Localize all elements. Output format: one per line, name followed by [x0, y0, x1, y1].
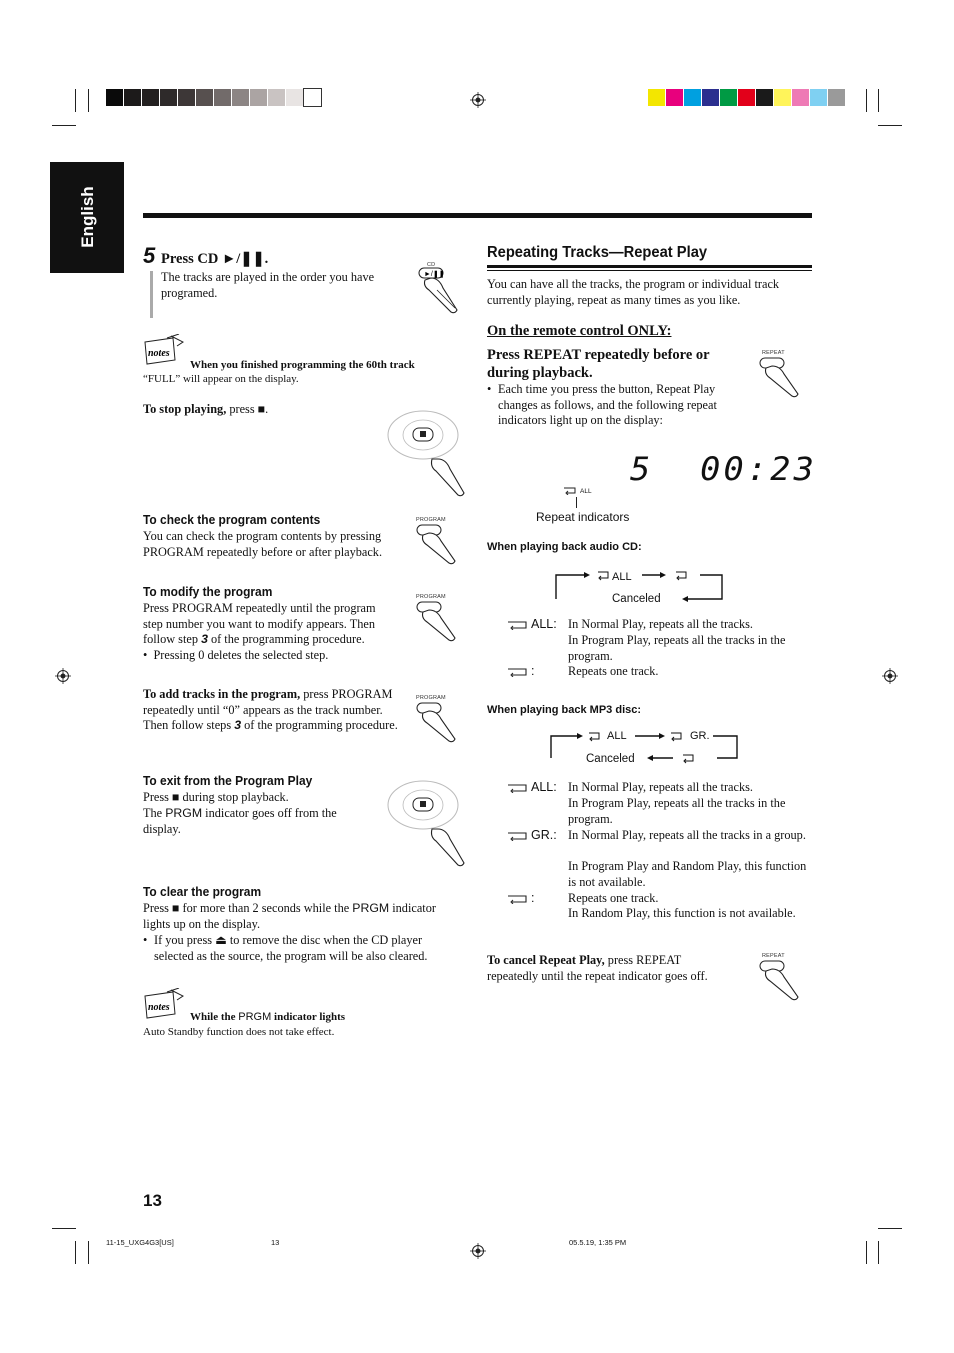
mp3-flow-diagram	[545, 728, 745, 768]
mp3-one-desc-1: Repeats one track.	[568, 891, 659, 905]
repeat-indicators-caption: Repeat indicators	[536, 510, 630, 524]
modify-program-heading: To modify the program	[143, 584, 273, 599]
notes1-body: “FULL” will appear on the display.	[143, 373, 299, 385]
clear-program-body: Press ■ for more than 2 seconds while the PRGM indicator lights up on the display.	[143, 901, 436, 931]
finger-press-icon	[415, 262, 465, 317]
notes2-body: Auto Standby function does not take effect.	[143, 1026, 335, 1038]
footer-page: 13	[271, 1238, 280, 1247]
color-swatch	[792, 89, 809, 106]
exit-program-line2: The PRGM indicator goes off from the display.	[143, 806, 337, 836]
cd-all-desc-1: In Normal Play, repeats all the tracks.	[568, 617, 753, 631]
finger-press-icon	[415, 695, 463, 747]
finger-press-icon	[415, 517, 463, 567]
gray-swatch	[196, 89, 213, 106]
stop-button-illustration	[386, 775, 476, 875]
color-swatch	[720, 89, 737, 106]
repeat-one-icon	[506, 894, 528, 904]
stop-button-illustration	[386, 405, 476, 505]
repeat-label: REPEAT	[762, 350, 785, 356]
color-swatch	[810, 89, 827, 106]
modify-program-bullet: • Pressing 0 deletes the selected step.	[143, 648, 329, 662]
exit-program-line1: Press ■ during stop playback.	[143, 790, 289, 804]
svg-text:notes: notes	[148, 1002, 170, 1013]
audio-cd-heading: When playing back audio CD:	[487, 541, 642, 553]
cancel-repeat-text: To cancel Repeat Play, press REPEAT repeatedly until the repeat indicator goes off.	[487, 953, 708, 983]
modify-program-body: Press PROGRAM repeatedly until the program step number you want to modify appears. Then follow step 3 of the programming procedure.	[143, 601, 376, 647]
program-label: PROGRAM	[416, 594, 446, 600]
clear-program-heading: To clear the program	[143, 884, 262, 899]
footer-file: 11-15_UXG4G3[US]	[106, 1238, 174, 1247]
color-swatch	[702, 89, 719, 106]
gray-swatch	[214, 89, 231, 106]
gray-swatch	[268, 89, 285, 106]
notes2-heading: While the PRGM indicator lights	[190, 1011, 346, 1023]
gray-swatch	[106, 89, 123, 106]
mp3-gr-desc-2: In Program Play and Random Play, this function is not available.	[568, 859, 807, 889]
repeat-icon	[563, 487, 577, 495]
finger-press-icon	[758, 953, 806, 1005]
display-digits: 5 00:23	[630, 450, 818, 488]
section-heading-rule	[487, 265, 812, 268]
press-repeat-instruction: Press REPEAT repeatedly before or during playback.	[487, 347, 710, 381]
language-tab-label: English	[78, 186, 97, 248]
program-label: PROGRAM	[416, 695, 446, 701]
check-program-body: You can check the program contents by pressing PROGRAM repeatedly before or after playback.	[143, 529, 383, 559]
gray-swatch	[142, 89, 159, 106]
gray-swatch	[232, 89, 249, 106]
repeat-button-illustration	[758, 953, 806, 1005]
stop-instruction: To stop playing, press ■.	[143, 402, 269, 416]
color-swatch	[738, 89, 755, 106]
exit-program-heading: To exit from the Program Play	[143, 773, 313, 788]
remote-only-heading: On the remote control ONLY:	[487, 323, 672, 339]
repeat-button-illustration	[758, 350, 806, 402]
notes1-heading: When you finished programming the 60th track	[190, 359, 415, 371]
remote-stop-icon	[386, 405, 476, 500]
program-button-illustration	[415, 594, 463, 646]
step-bar	[150, 271, 153, 318]
color-swatch	[828, 89, 845, 106]
registration-mark-icon	[470, 92, 486, 108]
program-button-illustration	[415, 695, 463, 747]
notes-icon	[143, 334, 185, 368]
cd-label: CD	[427, 262, 436, 268]
svg-text:notes: notes	[148, 348, 170, 359]
finger-press-icon	[758, 350, 806, 402]
section-heading-rule-thin	[487, 270, 812, 271]
notes-icon	[143, 988, 185, 1022]
step-body: The tracks are played in the order you have programed.	[161, 270, 375, 300]
step-title: Press CD ►/❚❚.	[161, 251, 269, 267]
gray-swatch	[160, 89, 177, 106]
cd-all-desc-2: In Program Play, repeats all the tracks in the program.	[568, 633, 786, 663]
section-heading: Repeating Tracks—Repeat Play	[487, 244, 708, 261]
cd-play-button-illustration	[415, 262, 465, 317]
language-tab	[50, 162, 124, 273]
mp3-flow-canceled: Canceled	[586, 753, 635, 765]
color-swatch	[684, 89, 701, 106]
color-swatch	[666, 89, 683, 106]
footer-date: 05.5.19, 1:35 PM	[569, 1238, 627, 1247]
clear-program-bullet: • If you press ⏏ to remove the disc when the CD player selected as the source, the program will be also cleared.	[143, 933, 428, 963]
color-swatch	[648, 89, 665, 106]
mp3-flow-gr: GR.	[690, 730, 710, 742]
gray-swatch	[304, 89, 321, 106]
display-repeat-all-indicator: ALL	[563, 487, 592, 495]
repeat-bullet: • Each time you press the button, Repeat Play changes as follows, and the following repeat indicators light up on the display:	[487, 382, 717, 428]
program-label: PROGRAM	[416, 517, 446, 523]
color-swatch	[756, 89, 773, 106]
gray-swatch	[286, 89, 303, 106]
registration-mark-icon	[882, 668, 898, 684]
audio-cd-flow-canceled: Canceled	[612, 593, 661, 605]
repeat-group-icon	[506, 831, 528, 841]
color-swatch	[774, 89, 791, 106]
registration-mark-icon	[470, 1243, 486, 1259]
top-rule	[143, 213, 812, 218]
mp3-all-desc-1: In Normal Play, repeats all the tracks.	[568, 780, 753, 794]
repeat-all-icon	[506, 783, 528, 793]
finger-press-icon	[415, 594, 463, 646]
page-number: 13	[143, 1191, 162, 1210]
cd-one-desc-1: Repeats one track.	[568, 664, 659, 678]
registration-mark-icon	[55, 668, 71, 684]
step-number: 5	[143, 243, 156, 268]
mp3-one-desc-2: In Random Play, this function is not available.	[568, 906, 796, 920]
intro-text: You can have all the tracks, the program or individual track currently playing, repeat as many times as you like.	[487, 277, 780, 307]
gray-swatch	[124, 89, 141, 106]
repeat-label: REPEAT	[762, 953, 785, 959]
repeat-all-icon	[506, 620, 528, 630]
gray-swatch	[178, 89, 195, 106]
mp3-heading: When playing back MP3 disc:	[487, 704, 642, 716]
mp3-gr-desc-1: In Normal Play, repeats all the tracks in a group.	[568, 828, 806, 842]
mp3-flow-all: ALL	[607, 730, 627, 742]
remote-stop-icon	[386, 775, 476, 870]
check-program-heading: To check the program contents	[143, 512, 321, 527]
audio-cd-flow-all: ALL	[612, 571, 632, 583]
svg-text:►/❚❚: ►/❚❚	[424, 271, 445, 278]
gray-swatch	[250, 89, 267, 106]
repeat-one-icon	[506, 667, 528, 677]
program-button-illustration	[415, 517, 463, 567]
repeat-indicator-pointer	[576, 497, 577, 508]
add-tracks-body: To add tracks in the program, press PROGRAM repeatedly until “0” appears as the track number. Then follow steps 3 of the programming procedure.	[143, 687, 398, 733]
mp3-all-desc-2: In Program Play, repeats all the tracks in the program.	[568, 796, 786, 826]
